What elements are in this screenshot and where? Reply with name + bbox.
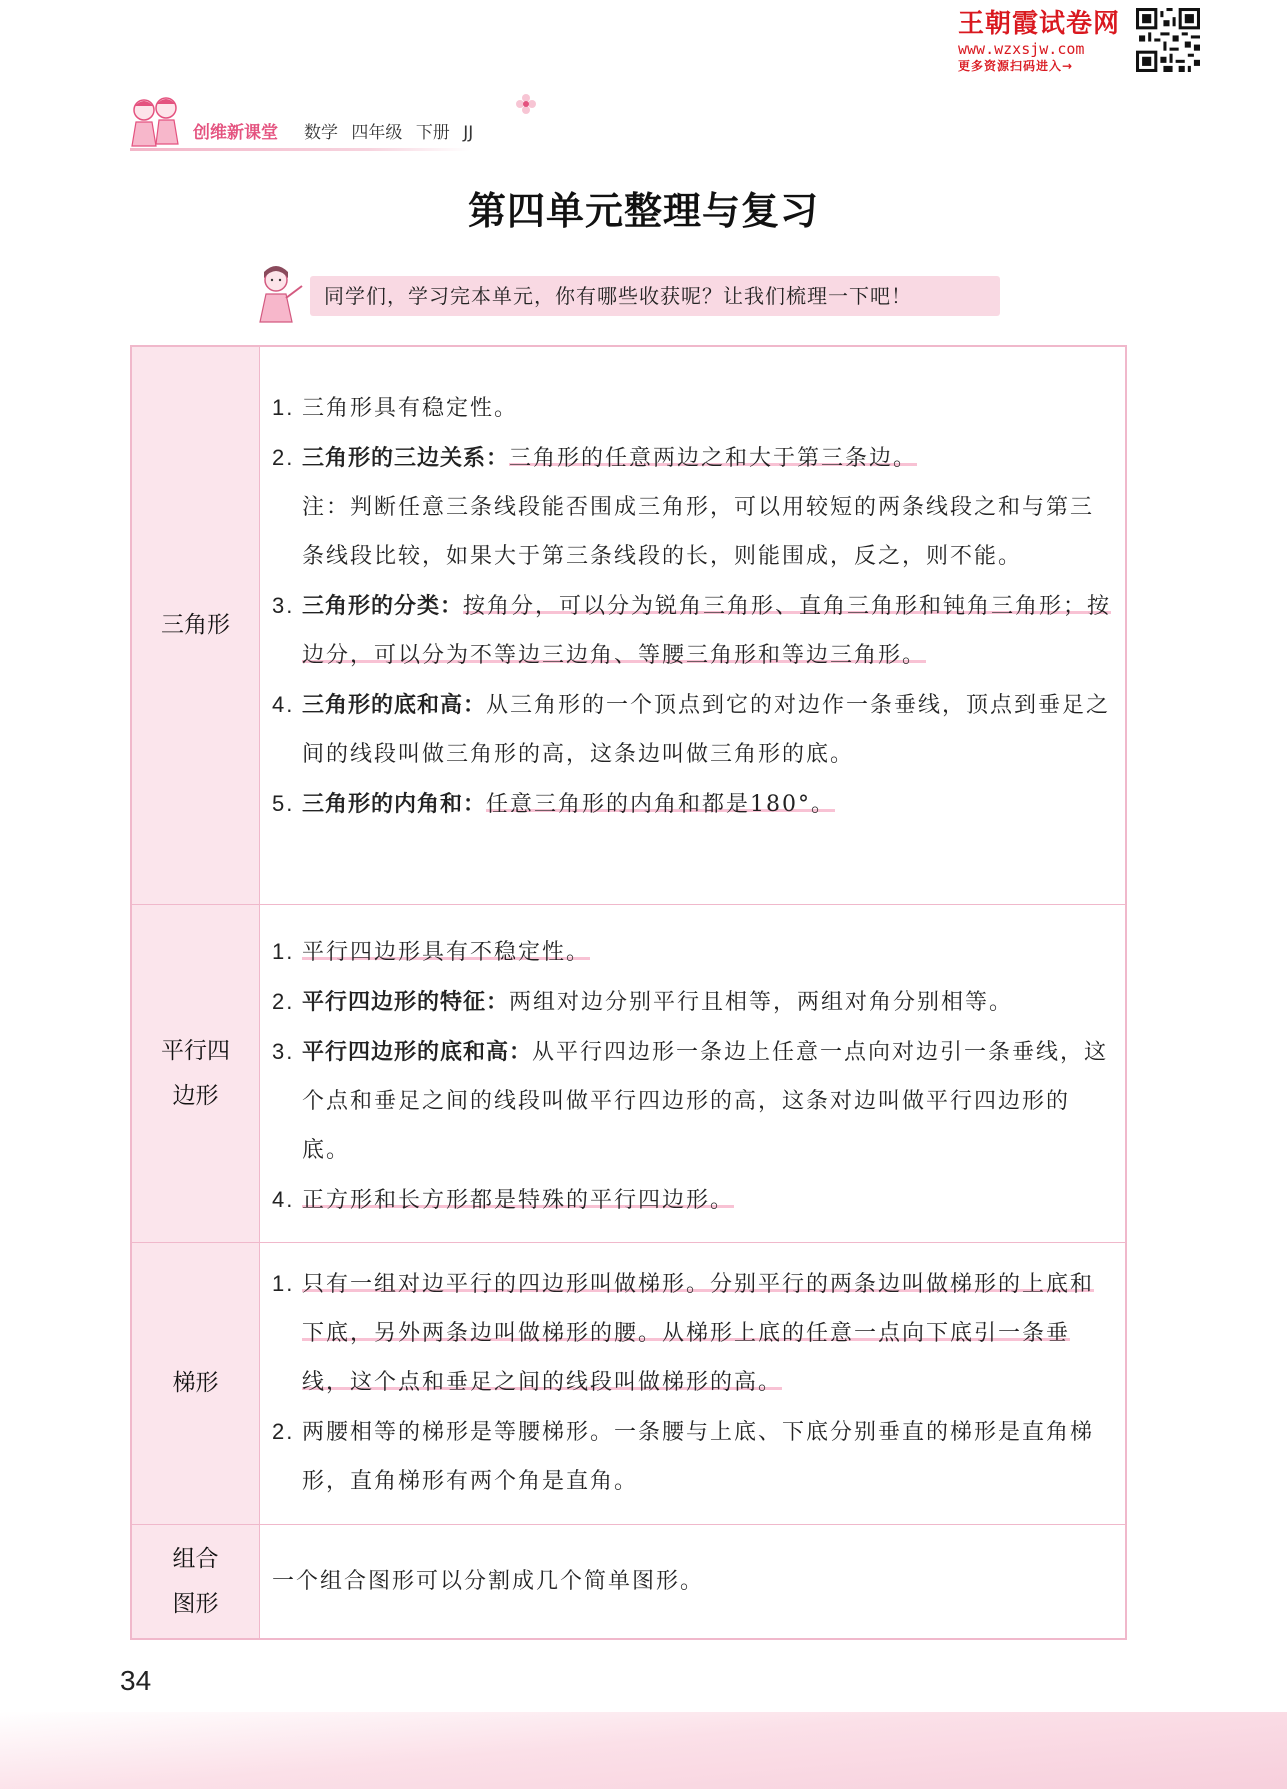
flower-icon [514, 92, 538, 116]
list-item: 4. 三角形的底和高：从三角形的一个顶点到它的对边作一条垂线，顶点到垂足之间的线段叫做三角形的高，这条边叫做三角形的底。 [272, 692, 1111, 767]
note-text: 注：判断任意三条线段能否围成三角形，可以用较短的两条线段之和与第三条线段比较，如果大于第三条线段的长，则能围成，反之，则不能。 [302, 495, 1095, 569]
list-item: 2. 平行四边形的特征：两组对边分别平行且相等，两组对角分别相等。 [272, 989, 1014, 1015]
tip-bubble: 同学们，学习完本单元，你有哪些收获呢？让我们梳理一下吧！ [310, 276, 1000, 316]
row-label: 平行四边形 [132, 905, 260, 1242]
list-item: 一个组合图形可以分割成几个简单图形。 [272, 1569, 705, 1594]
row-content [272, 1259, 1113, 1506]
list-item: 1. 三角形具有稳定性。 [272, 395, 519, 421]
row-content [272, 383, 1113, 829]
table-row-trapezoid [132, 1243, 1125, 1525]
row-content [272, 1557, 1113, 1606]
table-row-triangle [132, 347, 1125, 905]
qr-code-icon[interactable] [1136, 8, 1200, 72]
list-item: 4. 正方形和长方形都是特殊的平行四边形。 [272, 1187, 735, 1213]
row-content [272, 927, 1113, 1225]
brand-name: 创维新课堂 [193, 123, 278, 143]
list-item: 1. 只有一组对边平行的四边形叫做梯形。分别平行的两条边叫做梯形的上底和下底，另外两条边叫做梯形的腰。从梯形上底的任意一点向下底引一条垂线，这个点和垂足之间的线段叫做梯形的高。 [272, 1271, 1095, 1395]
page-title: 第四单元整理与复习 [467, 189, 819, 233]
row-label: 组合图形 [132, 1525, 260, 1638]
breadcrumb [304, 118, 481, 143]
watermark-title: 王朝霞试卷网 [958, 9, 1121, 39]
table-row-parallelogram [132, 905, 1125, 1243]
list-item: 3. 三角形的分类：按角分，可以分为锐角三角形、直角三角形和钝角三角形；按边分，可以分为不等边三边角、等腰三角形和等边三角形。 [272, 593, 1112, 668]
watermark [958, 10, 1158, 80]
list-item: 2. 三角形的三边关系：三角形的任意两边之和大于第三条边。 [272, 445, 918, 471]
list-item: 1. 平行四边形具有不稳定性。 [272, 939, 591, 965]
mascot-kids-icon [126, 92, 186, 154]
list-item: 5. 三角形的内角和：任意三角形的内角和都是180°。 [272, 791, 836, 817]
grade-label: 四年级 [351, 123, 403, 143]
row-label: 三角形 [132, 347, 260, 904]
summary-table [130, 345, 1127, 1640]
footer-band [0, 1712, 1287, 1789]
watermark-url[interactable]: www.wzxsjw.com [958, 40, 1085, 58]
edition-label: JJ [463, 123, 474, 143]
teacher-girl-icon [252, 262, 308, 324]
volume-label: 下册 [415, 123, 450, 143]
subject-label: 数学 [304, 123, 338, 143]
list-item: 2. 两腰相等的梯形是等腰梯形。一条腰与上底、下底分别垂直的梯形是直角梯形，直角梯形有两个角是直角。 [272, 1419, 1095, 1494]
table-row-composite [132, 1525, 1125, 1638]
page-number: 34 [120, 1665, 152, 1696]
row-label: 梯形 [132, 1243, 260, 1524]
watermark-subtitle: 更多资源扫码进入→ [958, 59, 1074, 73]
list-item: 3. 平行四边形的底和高：从平行四边形一条边上任意一点向对边引一条垂线，这个点和垂足之间的线段叫做平行四边形的高，这条对边叫做平行四边形的底。 [272, 1039, 1109, 1163]
header-divider [130, 148, 470, 151]
